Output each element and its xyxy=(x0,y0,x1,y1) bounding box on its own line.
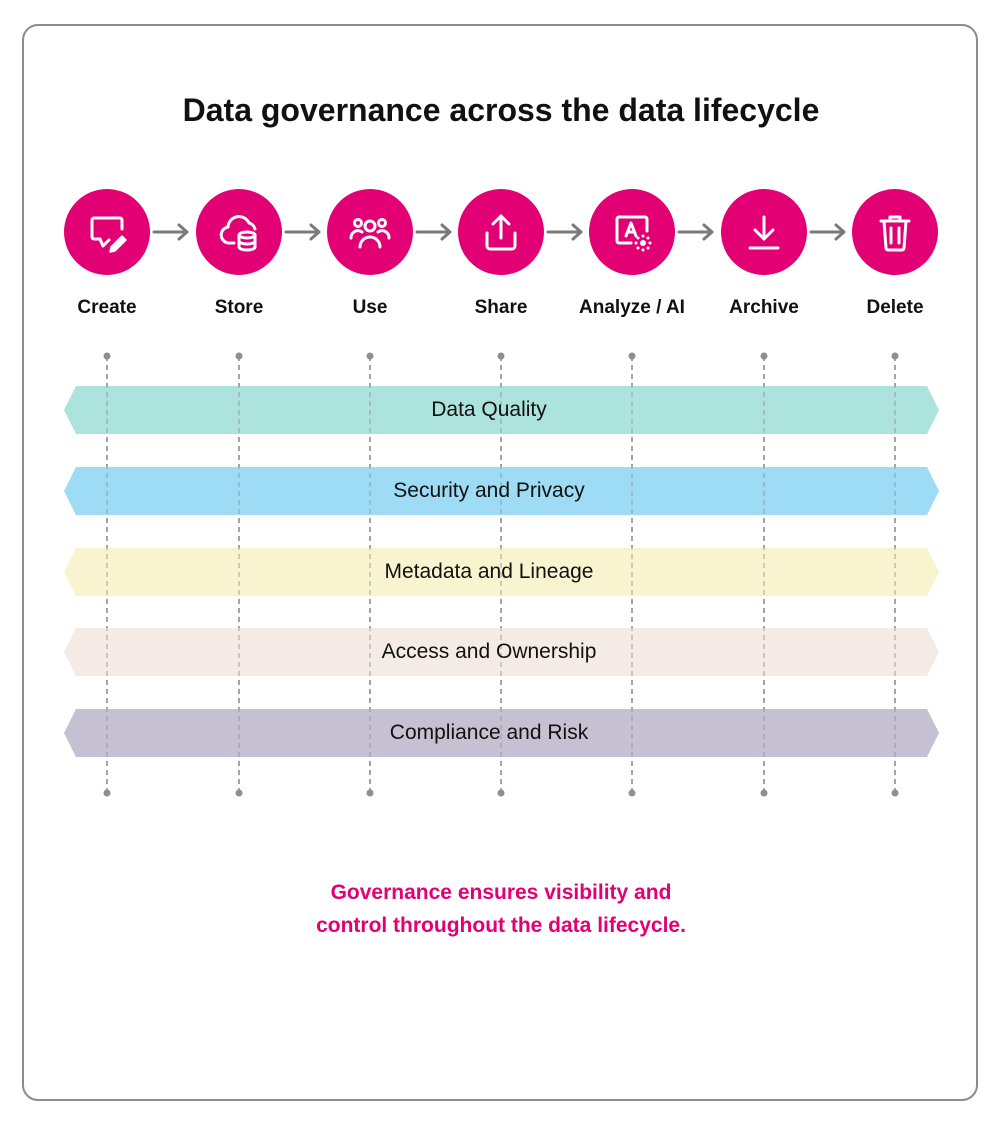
stage-label: Delete xyxy=(866,297,924,318)
share-upload-icon xyxy=(478,209,524,255)
users-group-icon xyxy=(347,209,393,255)
download-archive-icon xyxy=(741,209,787,255)
band-label: Metadata and Lineage xyxy=(384,560,594,583)
stage-create-circle xyxy=(64,189,150,275)
cloud-database-icon xyxy=(216,209,262,255)
band-label: Data Quality xyxy=(431,398,547,421)
stage-label: Analyze / AI xyxy=(579,297,685,318)
stage-label: Share xyxy=(474,297,528,318)
lifecycle-stages xyxy=(0,0,1002,340)
stage-delete-circle xyxy=(852,189,938,275)
stage-label: Store xyxy=(214,297,264,318)
stage-archive-circle xyxy=(721,189,807,275)
band-label: Access and Ownership xyxy=(381,640,597,663)
ai-screen-icon xyxy=(609,209,655,255)
arrow-right-icon xyxy=(546,221,586,243)
arrow-right-icon xyxy=(677,221,717,243)
trash-icon xyxy=(872,209,918,255)
stage-use-circle xyxy=(327,189,413,275)
footer-line-1: Governance ensures visibility and xyxy=(330,881,672,904)
arrow-right-icon xyxy=(415,221,455,243)
band-label: Compliance and Risk xyxy=(389,721,589,744)
footer-line-2: control throughout the data lifecycle. xyxy=(316,914,686,937)
arrow-right-icon xyxy=(152,221,192,243)
stage-analyze-ai-circle xyxy=(589,189,675,275)
diagram-title: Data governance across the data lifecycle xyxy=(182,92,820,128)
arrow-right-icon xyxy=(284,221,324,243)
stage-label: Use xyxy=(352,297,388,318)
stage-store-circle xyxy=(196,189,282,275)
stage-label: Archive xyxy=(729,297,799,318)
arrow-right-icon xyxy=(809,221,849,243)
stage-share-circle xyxy=(458,189,544,275)
band-label: Security and Privacy xyxy=(393,479,585,502)
stage-label: Create xyxy=(77,297,137,318)
monitor-pen-icon xyxy=(84,209,130,255)
